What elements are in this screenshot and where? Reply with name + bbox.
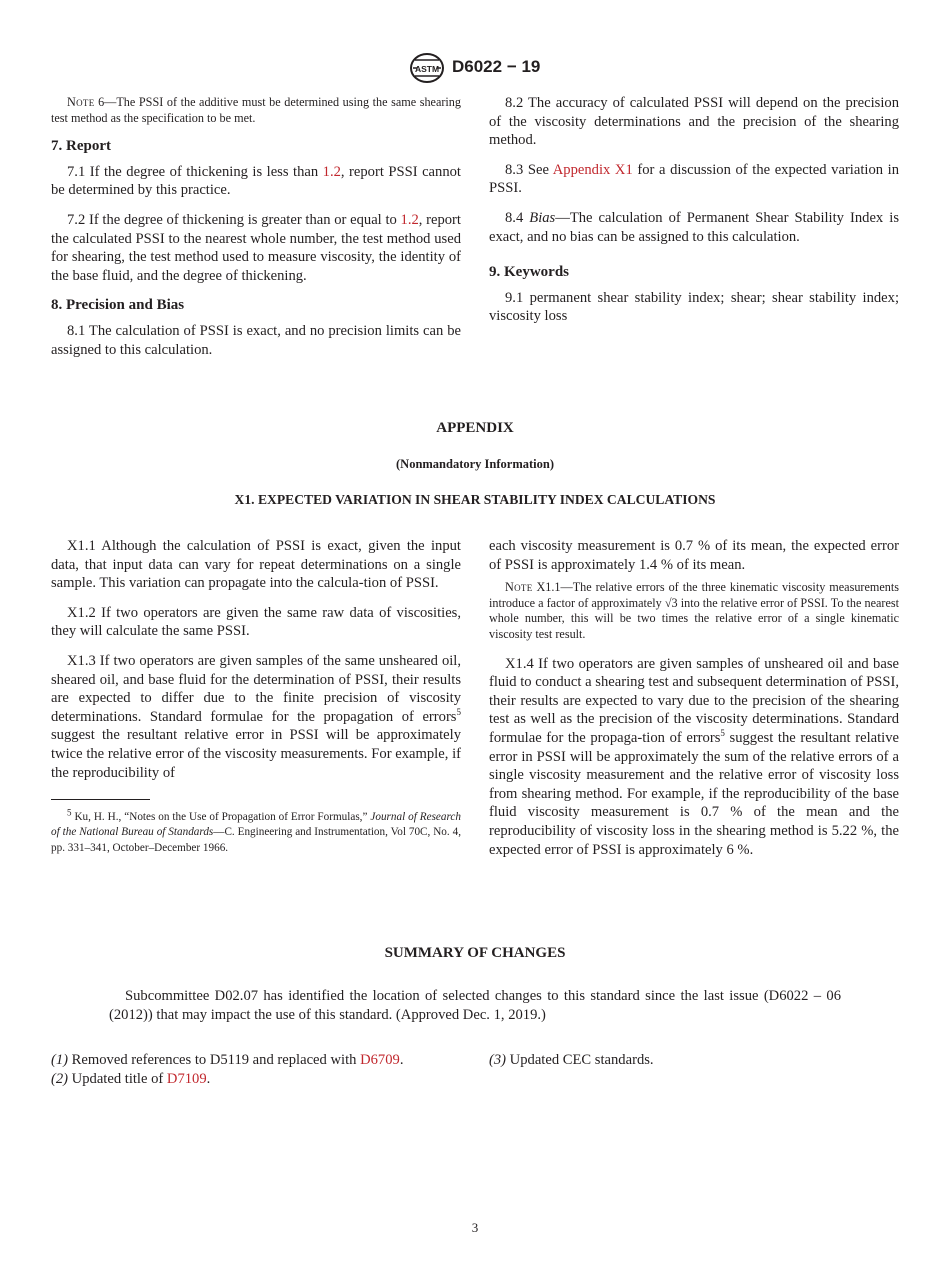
note-x1-1: Note X1.1—The relative errors of the three kinematic viscosity measurements introduce a factor of approximately √3 into the relative error of PSSI. To the nearest whole number, this will be two times the relative error of a single kinematic viscosity test result. <box>489 580 899 641</box>
summary-text: Subcommittee D02.07 has identified the location of selected changes to this standard since the last issue (D6022 – 06 (2012)) that may impact the use of this standard. (Approved Dec. 1, 2019.) <box>109 988 841 1023</box>
appendix-subtitle: (Nonmandatory Information) <box>396 457 554 471</box>
summary-title: SUMMARY OF CHANGES <box>384 945 566 961</box>
section-7-heading: 7. Report <box>51 138 111 155</box>
document-id: D6022 − 19 <box>452 57 541 76</box>
changes-right-column <box>489 1051 899 1070</box>
footnote-ref-5[interactable]: 5 <box>720 728 725 739</box>
change-item-1: (1) Removed references to D5119 and replaced with D6709. <box>51 1052 404 1068</box>
paragraph-x1-3-continued: each viscosity measurement is 0.7 % of its mean, the expected error of PSSI is approximately 1.4 % of its mean. <box>489 538 899 573</box>
link-section-1-2[interactable]: 1.2 <box>322 163 341 180</box>
link-appendix-x1[interactable]: Appendix X1 <box>552 161 633 178</box>
paragraph-x1-4: X1.4 If two operators are given samples of unsheared oil and base fluid to conduct a shearing test and subsequent determination of PSSI, their results are expected to vary due to the precision of the shearing test as well as the precision of the viscosity determinations. Standard formulae for the propaga-tion of errors$^5$ suggest the resultant relative error in PSSI will be approximately the sum of the relative errors of a single viscosity measurement and the relative error of viscosity loss from shearing method. For example, if the reproducibility of the base fluid viscosity measurement is 0.7 % of the mean and the reproducibility of viscosity loss in the shearing method is 5.22 %, the expected error of PSSI is approximately 6 %. <box>489 655 899 858</box>
paragraph-8-2: 8.2 The accuracy of calculated PSSI will depend on the precision of the viscosity determinations and the precision of the shearing method. <box>489 95 899 149</box>
appendix-section-title: X1. EXPECTED VARIATION IN SHEAR STABILITY INDEX CALCULATIONS <box>234 492 716 507</box>
change-item-3: (3) Updated CEC standards. <box>489 1052 654 1068</box>
page-header <box>0 52 950 86</box>
footnote-divider <box>51 799 150 800</box>
paragraph-x1-1: X1.1 Although the calculation of PSSI is exact, given the input data, that input data can vary for repeat determinations on a single sample. This variation can propagate into the calcula-tion of PSSI. <box>51 538 461 592</box>
changes-left-column <box>51 1051 461 1089</box>
note-6: Note 6—The PSSI of the additive must be determined using the same shearing test method as the specification to be met. <box>51 95 461 125</box>
paragraph-8-4: 8.4 Bias—The calculation of Permanent Shear Stability Index is exact, and no bias can be assigned to this calculation. <box>489 209 899 245</box>
appendix-left-column <box>51 537 461 856</box>
astm-logo-text: ASTM <box>414 64 440 74</box>
left-column-top <box>51 95 461 370</box>
right-column-top <box>489 94 899 337</box>
paragraph-7-1: 7.1 If the degree of thickening is less than 1.2, report PSSI cannot be determined by this practice. <box>51 163 461 199</box>
astm-logo-icon <box>409 52 445 84</box>
link-d7109[interactable]: D7109 <box>166 1071 207 1087</box>
footnote-5: $^5$ Ku, H. H., “Notes on the Use of Propagation of Error Formulas,” Journal of Research of the National Bureau of Standards—C. Engineering and Instrumentation, Vol 70C, No. 4, pp. 331–341, October–December 1966. <box>51 807 461 854</box>
paragraph-x1-2: X1.2 If two operators are given the same raw data of viscosities, they will calculate the same PSSI. <box>51 604 461 640</box>
paragraph-7-2: 7.2 If the degree of thickening is greater than or equal to 1.2, report the calculated PSSI to the nearest whole number, the test method used for shearing, the test method used to measure viscosity, the identity of the base fluid, and the degree of thickening. <box>51 211 461 284</box>
page-number: 3 <box>471 1220 479 1235</box>
footnote-ref-5[interactable]: 5 <box>456 706 461 717</box>
paragraph-9-1: 9.1 permanent shear stability index; shear; shear stability index; viscosity loss <box>489 289 899 325</box>
paragraph-8-1: 8.1 The calculation of PSSI is exact, and no precision limits can be assigned to this calculation. <box>51 322 461 358</box>
link-d6709[interactable]: D6709 <box>360 1052 400 1068</box>
section-9-heading: 9. Keywords <box>489 264 569 281</box>
link-section-1-2[interactable]: 1.2 <box>400 211 419 228</box>
paragraph-x1-3: X1.3 If two operators are given samples of the same unsheared oil, sheared oil, and base fluid for the determination of PSSI, their results are expected to differ due to the finite precision of viscosity determinations. Standard formulae for the propagation of errors$^5$ suggest the resultant relative error in PSSI will be approximately twice the relative error of the viscosity measurements. For example, if the reproducibility of <box>51 652 461 781</box>
appendix-right-column <box>489 537 899 870</box>
paragraph-8-3: 8.3 See Appendix X1 for a discussion of the expected variation in PSSI. <box>489 161 899 197</box>
section-8-heading: 8. Precision and Bias <box>51 297 185 314</box>
change-item-2: (2) Updated title of D7109. <box>51 1071 211 1087</box>
appendix-title: APPENDIX <box>436 420 514 436</box>
